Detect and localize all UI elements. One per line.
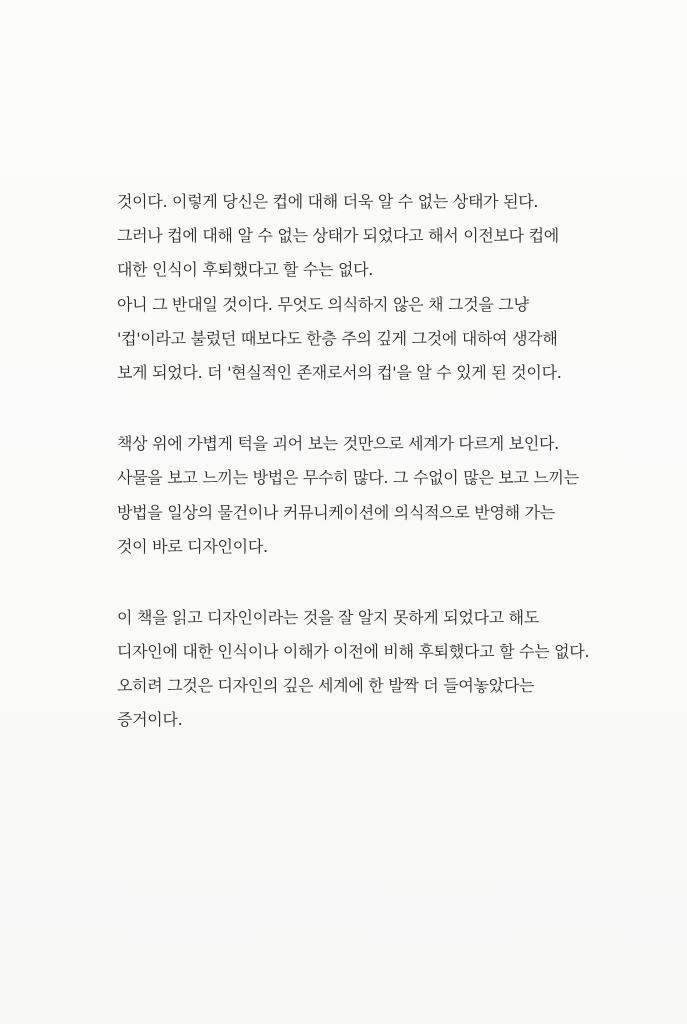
text-line: 것이 바로 디자인이다.	[117, 536, 268, 556]
text-line: 보게 되었다. 더 '현실적인 존재로서의 컵'을 알 수 있게 된 것이다.	[117, 362, 562, 382]
text-line: 것이다. 이렇게 당신은 컵에 대해 더욱 알 수 없는 상태가 된다.	[117, 192, 539, 211]
text-line: 책상 위에 가볍게 턱을 괴어 보는 것만으로 세계가 다르게 보인다.	[117, 434, 559, 454]
text-line: 사물을 보고 느끼는 방법은 무수히 많다. 그 수없이 많은 보고 느끼는	[117, 468, 579, 488]
text-line: 오히려 그것은 디자인의 깊은 세계에 한 발짝 더 들여놓았다는	[117, 676, 535, 696]
text-line: '컵'이라고 불렀던 때보다도 한층 주의 깊게 그것에 대하여 생각해	[117, 328, 558, 348]
paragraph-3	[117, 601, 657, 738]
text-line: 대한 인식이 후퇴했다고 할 수는 없다.	[117, 260, 374, 280]
text-line: 그러나 컵에 대해 알 수 없는 상태가 되었다고 해서 이전보다 컵에	[117, 226, 559, 246]
text-line: 이 책을 읽고 디자인이라는 것을 잘 알지 못하게 되었다고 해도	[117, 607, 539, 627]
text-line: 방법을 일상의 물건이나 커뮤니케이션에 의식적으로 반영해 가는	[117, 502, 555, 522]
text-line: 디자인에 대한 인식이나 이해가 이전에 비해 후퇴했다고 할 수는 없다.	[117, 642, 590, 662]
paragraph-1	[117, 185, 657, 390]
text-line: 증거이다.	[117, 710, 183, 730]
text-line: 아니 그 반대일 것이다. 무엇도 의식하지 않은 채 그것을 그냥	[117, 294, 529, 314]
paragraph-2	[117, 427, 657, 564]
body-text	[117, 185, 657, 775]
